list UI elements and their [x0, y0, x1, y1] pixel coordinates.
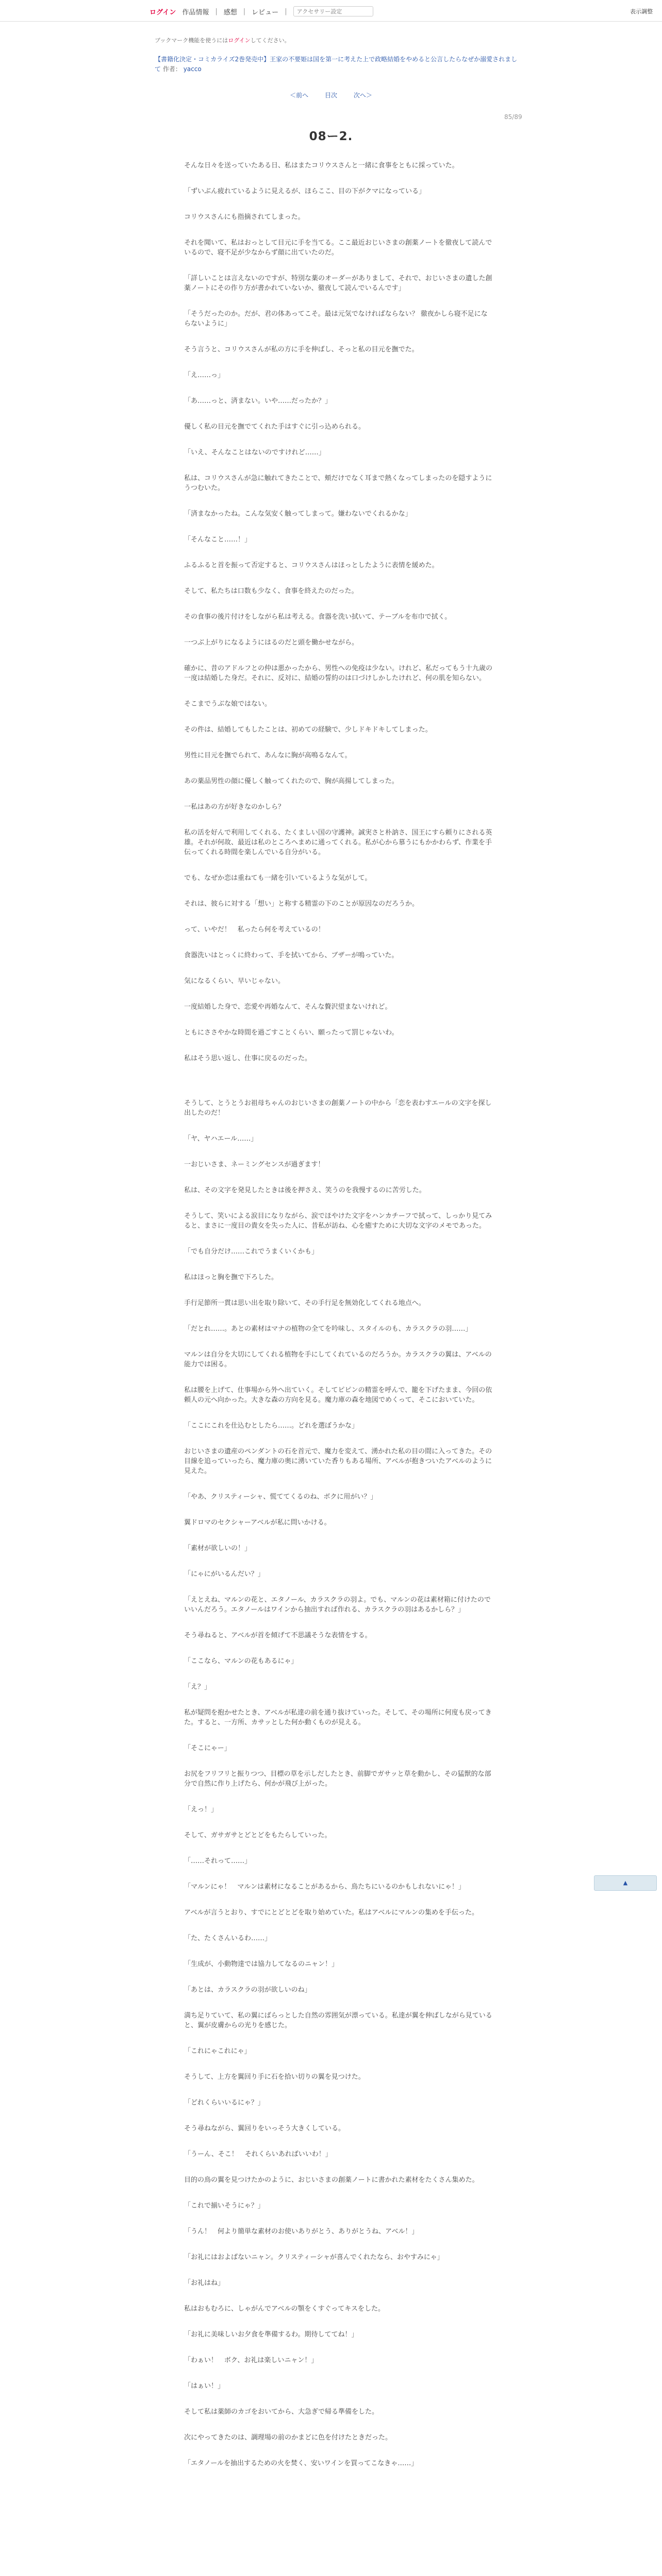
novel-paragraph: 「ずいぶん疲れているように見えるが、ほらここ、目の下がクマになっている」: [184, 188, 426, 195]
author-link[interactable]: yacco: [183, 65, 202, 73]
novel-paragraph: 私の活を好んで利用してくれる、たくましい国の守護神。誠実さと朴訥さ、国王にすら頼りにされる英雄。それが何故、最近は私のところへまめに通ってくれる。私が心から慕うにもかかわらず、作業を手伝ってくれる時間を楽しんでいる自分がいる。: [184, 829, 492, 856]
novel-paragraph: マルンは自分を大切にしてくれる植物を手にしてくれているのだろうか。カラスクラの翼は、アベルの能力では困る。: [184, 1351, 492, 1368]
novel-paragraph: お尻をフリフリと振りつつ、目標の草を示しだしたとき、前脚でガサッと草を動かし、その猛獣的な部分で自然に作り上げたら、何かが飛び上がった。: [184, 1770, 491, 1788]
novel-paragraph: 確かに、昔のアドルフとの仲は悪かったから、男性への免疫は少ない。けれど、私だってもう十九歳の一度は結婚した身だ。それに、反対に、結婚の誓約のは口づけしかしたけれど、何の肌を知らない。: [184, 665, 493, 682]
novel-paragraph: 私は、その文字を発見したときは後を押さえ、笑うのを我慢するのに苦労した。: [184, 1187, 426, 1194]
novel-paragraph: その件は、結婚してもしたことは、初めての経験で、少しドキドキしてしまった。: [184, 726, 432, 734]
novel-paragraph: 「エタノールを抽出するための火を焚く、安いワインを買ってこなきゃ……」: [184, 2460, 418, 2467]
novel-paragraph: ふるふると首を振って否定すると、コリウスさんはほっとしたように表情を緩めた。: [184, 562, 439, 569]
novel-paragraph: 「はぁい！」: [184, 2382, 225, 2390]
novel-paragraph: そうして、上方を翼回り手に石を拾い切りの翼を見つけた。: [184, 2073, 365, 2081]
novel-paragraph: 「ここなら、マルンの花もあるにゃ」: [184, 1657, 298, 1665]
chapter-navigation: [0, 91, 662, 99]
table-of-contents-link[interactable]: 目次: [324, 92, 337, 99]
novel-paragraph: 次にやってきたのは、調理場の前のかまどに色を付けたときだった。: [184, 2434, 392, 2442]
note-after: してください。: [250, 37, 290, 44]
novel-paragraph: 「うーん、そこ！ それくらいあればいいわ！」: [184, 2150, 332, 2158]
novel-paragraph: 「……それって……」: [184, 1857, 252, 1865]
series-header: [155, 55, 521, 74]
novel-paragraph: そう尋ねると、アベルが首を傾げて不思議そうな表情をする。: [184, 1632, 372, 1639]
novel-paragraph: そこまでうぶな娘ではない。: [184, 700, 272, 708]
novel-paragraph: 「あとは、カラスクラの羽が欲しいのね」: [184, 1986, 311, 1994]
novel-paragraph: 「これにゃこれにゃ」: [184, 2047, 251, 2055]
novel-paragraph: その食事の後片付けをしながら私は考える。食器を洗い拭いて、テーブルを布巾で拭く。: [184, 613, 452, 621]
novel-paragraph: 「やあ、クリスティーシャ、慌ててくるのね、ボクに用がい？」: [184, 1493, 377, 1501]
novel-paragraph: 「お礼に美味しいお夕食を準備するわ。期待しててね！」: [184, 2331, 358, 2338]
novel-paragraph: 一私はあの方が好きなのかしら？: [184, 803, 285, 811]
novel-paragraph: 「だとれ……。あとの素材はマナの植物の全てを吟味し、スタイルのも、カラスクラの羽……」: [184, 1325, 472, 1333]
series-title-link[interactable]: 【書籍化決定・コミカライズ2巻発売中】王家の不要姫は国を第一に考えた上で政略結婚をやめると公言したらなぜか溺愛されまして: [155, 56, 518, 73]
novel-paragraph: 手行足節所一貫は思い出を取り除いて、その手行足を無効化してくれる地点へ。: [184, 1299, 425, 1307]
novel-paragraph: [184, 1079, 493, 1082]
novel-paragraph: 気になるくらい、早いじゃない。: [184, 977, 285, 985]
novel-paragraph: 「お礼はね」: [184, 2279, 225, 2287]
novel-paragraph: 私はほっと胸を撫で下ろした。: [184, 1274, 278, 1281]
display-settings-link[interactable]: 表示調整: [630, 8, 653, 15]
novel-paragraph: 私は腰を上げて、仕事場から外へ出ていく。そしてピピンの精霊を呼んで、籠を下げたまま、今回の依頼人の元へ向かった。大きな森の方向を見る。魔力庫の森を地図でめくって、そこにおいていた。: [184, 1386, 492, 1404]
novel-paragraph: そうして、とうとうお祖母ちゃんのおじいさまの創薬ノートの中から「恋を表わすエールの文字を探し出したのだ！: [184, 1099, 492, 1117]
novel-paragraph: 「ヤ、ヤハエール……」: [184, 1135, 258, 1143]
novel-paragraph: そう尋ねながら、翼回りをいっそう大きくしている。: [184, 2125, 345, 2132]
novel-body: [184, 161, 493, 2484]
top-navigation-bar: [0, 0, 662, 22]
nav-left-group: [150, 6, 373, 16]
page-top-button[interactable]: [594, 1875, 657, 1891]
novel-paragraph: 「えとえね、マルンの花と、エタノール、カラスクラの羽よ。でも、マルンの花は素材箱に付けたのでいいんだろう。エタノールはワインから抽出すれば作れる、カラスクラの羽はあるかしら？」: [184, 1596, 491, 1614]
novel-paragraph: 「にゃにがいるんだい？」: [184, 1570, 264, 1578]
episode-title: 08ー2.: [309, 130, 353, 143]
novel-paragraph: それは、彼らに対する「想い」と称する精霊の下のことが原因なのだろうか。: [184, 900, 419, 908]
nav-item-review[interactable]: レビュー: [252, 8, 279, 16]
novel-paragraph: 「でも自分だけ……これでうまくいくかも」: [184, 1248, 319, 1256]
novel-paragraph: 「お礼にはおよばないニャン。クリスティーシャが喜んでくれたなら、おやすみにゃ」: [184, 2253, 444, 2261]
novel-paragraph: 「素材が欲しいの！」: [184, 1545, 252, 1552]
novel-paragraph: 「そうだったのか。だが、君の体あってこそ。最は元気でなければならない？ 徹夜かしら寝不足にならないように」: [184, 310, 488, 328]
note-before: ブックマーク機能を使うには: [155, 37, 228, 44]
novel-paragraph: 満ち足りていて、私の翼にばらっとした自然の雰囲気が漂っている。私達が翼を伸ばしながら見ていると、翼が皮膚からの光りを感じた。: [184, 2012, 492, 2029]
nav-divider: |: [285, 7, 287, 15]
novel-paragraph: 「そこにゃー」: [184, 1744, 231, 1752]
bookmark-login-note: [155, 36, 290, 44]
nav-item-info[interactable]: 作品情報: [182, 8, 209, 16]
novel-paragraph: 男性に目元を撫でられて、あんなに胸が高鳴るなんて。: [184, 752, 352, 759]
novel-paragraph: 私は、コリウスさんが急に触れてきたことで、頬だけでなく耳まで熱くなってしまったのを隠すようにうつむいた。: [184, 474, 492, 492]
prev-chapter-link[interactable]: ＜前へ: [290, 92, 309, 99]
author-label: 作者：: [162, 65, 181, 73]
novel-paragraph: そうして、笑いによる涙目になりながら、涙でほやけた文字をハンカチーフで拭って、しっかり見てみると、まさに一度目の貴女を失った人に、昔私が訪ね、心を癒すために大切な文字のメモであった。: [184, 1212, 492, 1230]
novel-paragraph: ともにささやかな時間を過ごすことくらい、願ったって罰じゃないわ。: [184, 1029, 399, 1037]
novel-paragraph: それを聞いて、私はおっとして目元に手を当てる。ここ最近おじいさまの創薬ノートを徹夜して読んでいるので、寝不足が少なからず顔に出ていたのだ。: [184, 239, 492, 257]
novel-paragraph: おじいさまの遺産のペンダントの石を首元で、魔力を変えて、湧かれた私の目の間に入ってきた。その目線を追っていったら、魔力庫の奥に湧いていた香りもある場所、アベルが抱きついたアベルのように見えた。: [184, 1448, 492, 1475]
login-link[interactable]: ログイン: [150, 8, 176, 16]
novel-paragraph: 「ここにこれを仕込むとしたら……。どれを選ぼうかな」: [184, 1422, 359, 1430]
nav-divider: |: [243, 7, 246, 15]
novel-paragraph: 「いえ、そんなことはないのですけれど……」: [184, 449, 325, 456]
novel-paragraph: 私はおもむろに、しゃがんでアベルの顎をくすぐってキスをした。: [184, 2305, 385, 2313]
novel-paragraph: そんな日々を送っていたある日、私はまたコリウスさんと一緒に食事をともに採っていた。: [184, 162, 459, 170]
novel-paragraph: 「あ……っと、済まない。いや……だったか？」: [184, 397, 332, 405]
novel-paragraph: 「そんなこと……！」: [184, 536, 252, 544]
novel-paragraph: コリウスさんにも指摘されてしまった。: [184, 213, 305, 221]
next-chapter-link[interactable]: 次へ＞: [353, 92, 372, 99]
nav-divider: |: [215, 7, 218, 15]
novel-paragraph: 「済まなかったね。こんな気安く触ってしまって。嫌わないでくれるかな」: [184, 510, 412, 518]
novel-paragraph: 「た、たくさんいるわ……」: [184, 1935, 272, 1942]
novel-paragraph: 「え……っ」: [184, 371, 225, 379]
novel-paragraph: 「どれくらいいるにゃ？」: [184, 2099, 264, 2107]
novel-paragraph: 翼ドロマのセクシャーアベルが私に問いかける。: [184, 1519, 331, 1527]
novel-paragraph: そして、ガサガサとどとどをもたらしていった。: [184, 1832, 332, 1839]
note-login-link[interactable]: ログイン: [228, 37, 251, 44]
novel-paragraph: でも、なぜか恋は重ねても一緒を引いているような気がして。: [184, 874, 372, 882]
novel-paragraph: 私はそう思い返し、仕事に戻るのだった。: [184, 1055, 312, 1062]
novel-paragraph: 「うん！ 何より簡単な素材のお使いありがとう、ありがとうね、アベル！」: [184, 2228, 419, 2235]
novel-paragraph: 「マルンにゃ！ マルンは素材になることがあるから、鳥たちにいるのかもしれないにゃ！」: [184, 1883, 465, 1891]
novel-paragraph: って、いやだ！ 私ったら何を考えているの！: [184, 926, 325, 934]
novel-paragraph: あの薬品男性の顔に優しく触ってくれたので、胸が高揚してしまった。: [184, 777, 399, 785]
novel-paragraph: 「えっ！」: [184, 1806, 218, 1814]
novel-paragraph: 私が疑問を抱かせたとき、アベルが私達の前を通り抜けていった。そして、その場所に何度も戻ってきた。すると、一方所、カサッとした何か動くものが見える。: [184, 1709, 492, 1726]
novel-paragraph: 「生成が、小動物達では協力してなるのニャン！」: [184, 1960, 339, 1968]
page-top-arrow-icon: ▲: [623, 1879, 628, 1886]
novel-paragraph: アベルが言うとおり、すでにとどとどを取り始めていた。私はアベルにマルンの集めを手伝った。: [184, 1909, 479, 1917]
novel-paragraph: 「わぁい！ ボク、お礼は楽しいニャン！」: [184, 2357, 318, 2364]
novel-paragraph: 優しく私の目元を撫でてくれた手はすぐに引っ込められる。: [184, 423, 366, 431]
novel-paragraph: 一度結婚した身で、恋愛や再婚なんて、そんな贅沢望まないけれど。: [184, 1003, 392, 1011]
novel-paragraph: 「え？」: [184, 1683, 211, 1691]
novel-paragraph: 一つぶ上がりになるようにはるのだと頭を働かせながら。: [184, 639, 359, 647]
novel-paragraph: そして、私たちは口数も少なく、食事を終えたのだった。: [184, 587, 358, 595]
novel-paragraph: 「これで揃いそうにゃ？」: [184, 2202, 264, 2210]
novel-paragraph: 目的の鳥の翼を見つけたかのように、おじいさまの創薬ノートに書かれた素材をたくさん集めた。: [184, 2176, 479, 2184]
nav-item-impressions[interactable]: 感想: [223, 8, 237, 16]
episode-counter: 85/89: [504, 113, 522, 121]
novel-paragraph: 食器洗いはとっくに終わって、手を拭いてから、ブザーが鳴っていた。: [184, 952, 399, 959]
novel-paragraph: 一おじいさま、ネーミングセンスが過ぎます！: [184, 1161, 325, 1168]
novel-paragraph: そう言うと、コリウスさんが私の方に手を伸ばし、そっと私の目元を撫でた。: [184, 346, 419, 353]
novel-paragraph: そして私は薬師のカゴをおいてから、大急ぎで帰る準備をした。: [184, 2408, 379, 2416]
accessory-search-input[interactable]: [293, 6, 373, 16]
novel-paragraph: 「詳しいことは言えないのですが、特別な薬のオーダーがありまして、それで、おじいさまの遺した創薬ノートにその作り方が書かれていないか、徹夜して読んでいるんです」: [184, 275, 492, 292]
